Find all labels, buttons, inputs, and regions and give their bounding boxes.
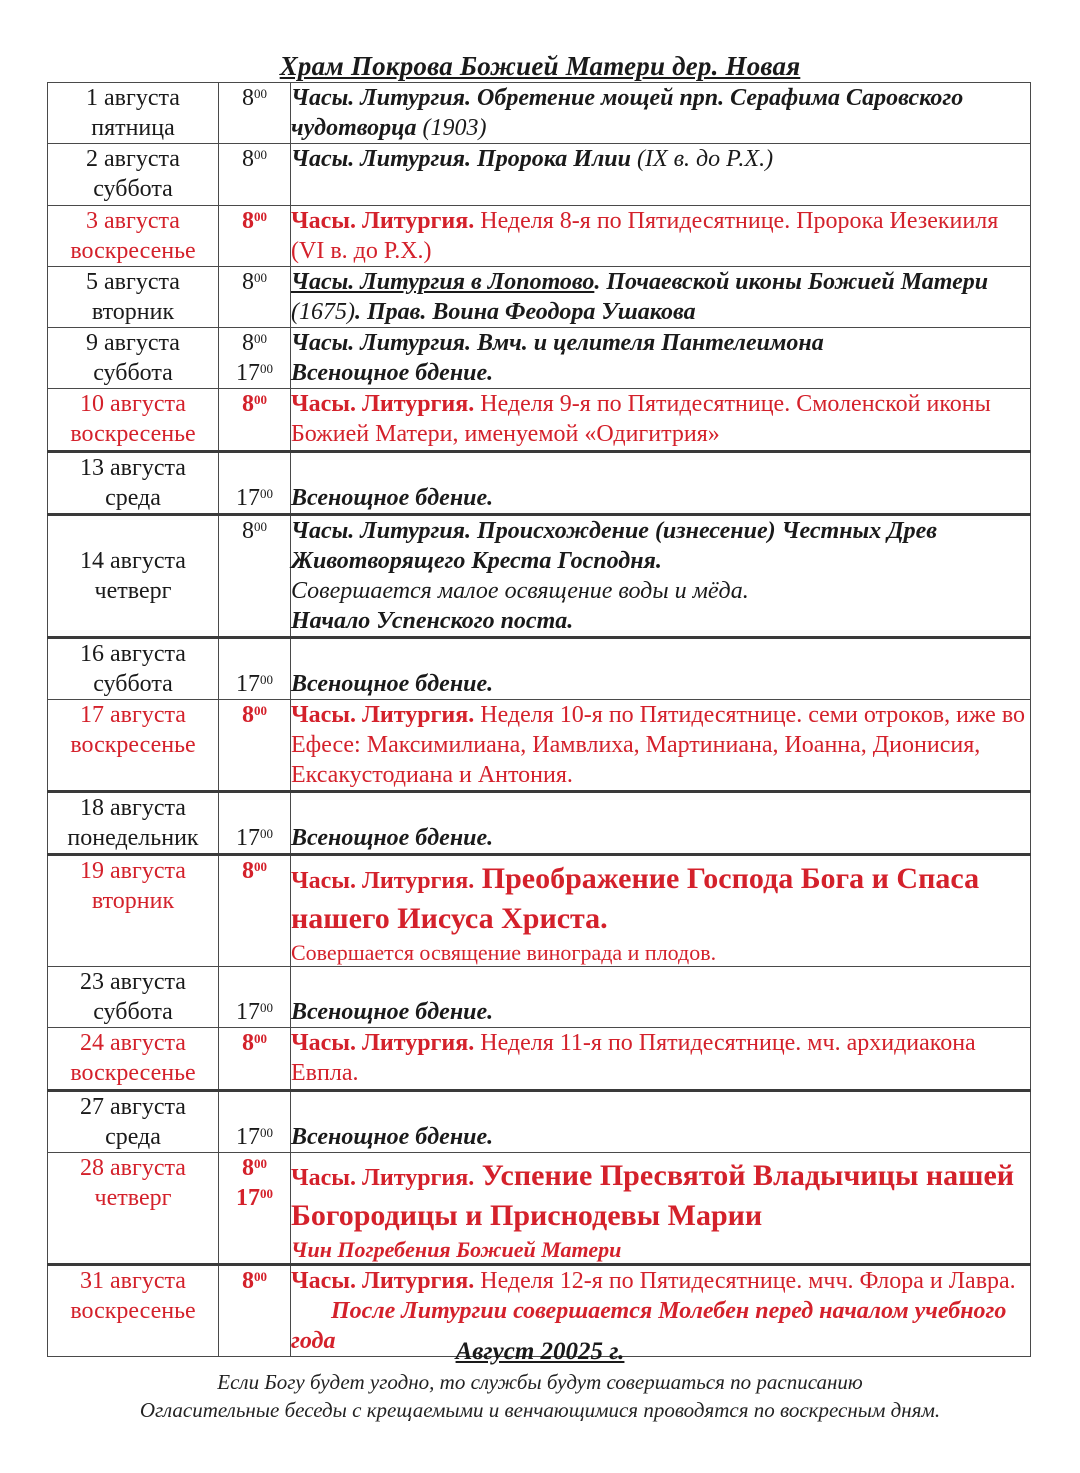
date: 3 августа xyxy=(86,208,180,234)
schedule-table xyxy=(47,82,1031,1357)
service-title: Часы. Литургия. xyxy=(291,1268,475,1294)
feast-title: Успение Пресвятой Владычицы нашей Богородицы и Приснодевы Марии xyxy=(291,1159,1015,1232)
schedule-row xyxy=(48,144,1031,206)
service-title: . Почаевской иконы Божией Матери xyxy=(594,269,989,295)
page-title: Храм Покрова Божией Матери дер. Новая xyxy=(279,51,801,81)
date: 10 августа xyxy=(80,391,186,417)
date-cell xyxy=(48,515,219,638)
time-cell xyxy=(219,638,291,700)
service-title: Часы. Литургия. Обретение мощей прп. Серафима Саровского чудотворца xyxy=(291,85,964,141)
time: $17^{00}$ xyxy=(236,671,273,697)
date: 1 августа xyxy=(86,85,180,111)
time-cell xyxy=(219,792,291,855)
service-description xyxy=(291,1091,1031,1153)
time: $17^{00}$ xyxy=(236,1185,273,1211)
time: $8^{00}$ xyxy=(242,85,267,111)
schedule-row-feast xyxy=(48,855,1031,967)
date: 2 августа xyxy=(86,146,180,172)
time-cell xyxy=(219,1153,291,1265)
weekday: четверг xyxy=(94,578,172,604)
service-title: Часы. Литургия. Вмч. и целителя Пантелеимона xyxy=(291,330,824,356)
weekday: суббота xyxy=(93,671,173,697)
time: $8^{00}$ xyxy=(242,269,267,295)
service-description xyxy=(291,452,1031,515)
service-description xyxy=(291,855,1031,967)
date: 13 августа xyxy=(80,455,186,481)
service-description xyxy=(291,83,1031,144)
weekday: воскресенье xyxy=(70,1298,196,1324)
service-title: Всенощное бдение. xyxy=(291,360,494,386)
time: $8^{00}$ xyxy=(242,208,267,234)
service-note: Совершается освящение винограда и плодов. xyxy=(291,940,717,965)
schedule-row xyxy=(48,967,1031,1028)
weekday: среда xyxy=(105,485,161,511)
date-cell xyxy=(48,1091,219,1153)
service-description xyxy=(291,700,1031,792)
time-cell xyxy=(219,700,291,792)
service-note: Неделя 8-я по Пятидесятнице. Пророка Иезекииля (VI в. до Р.Х.) xyxy=(291,208,999,264)
weekday: воскресенье xyxy=(70,1060,196,1086)
service-location: Часы. Литургия в Лопотово xyxy=(291,269,595,295)
time-cell xyxy=(219,328,291,389)
time-cell xyxy=(219,452,291,515)
service-description xyxy=(291,206,1031,267)
time-cell xyxy=(219,515,291,638)
schedule-row-sunday xyxy=(48,389,1031,452)
weekday: вторник xyxy=(91,299,175,325)
time: $8^{00}$ xyxy=(242,391,267,417)
time-cell xyxy=(219,83,291,144)
service-description xyxy=(291,638,1031,700)
date: 24 августа xyxy=(80,1030,186,1056)
date: 31 августа xyxy=(80,1268,186,1294)
time: $8^{00}$ xyxy=(242,146,267,172)
service-title: Часы. Литургия. Пророка Илии xyxy=(291,146,631,172)
time-cell xyxy=(219,967,291,1028)
service-note: После Литургии совершается Молебен перед началом учебного года xyxy=(291,1298,1007,1354)
service-description xyxy=(291,1153,1031,1265)
date-cell xyxy=(48,452,219,515)
time-cell xyxy=(219,144,291,206)
service-description xyxy=(291,144,1031,206)
date-cell xyxy=(48,144,219,206)
date-cell xyxy=(48,389,219,452)
weekday: среда xyxy=(105,1124,161,1150)
service-note: Неделя 9-я по Пятидесятнице. Смоленской иконы Божией Матери, именуемой «Одигитрия» xyxy=(291,391,991,447)
weekday: воскресенье xyxy=(70,421,196,447)
weekday: воскресенье xyxy=(70,238,196,264)
time: $8^{00}$ xyxy=(242,330,267,356)
time: $17^{00}$ xyxy=(236,360,273,386)
time: $8^{00}$ xyxy=(242,858,267,884)
schedule-row xyxy=(48,1091,1031,1153)
service-title: Всенощное бдение. xyxy=(291,999,494,1025)
time: $17^{00}$ xyxy=(236,1124,273,1150)
time-cell xyxy=(219,855,291,967)
service-extra: Неделя 12-я по Пятидесятнице. мчч. Флора и Лавра. xyxy=(474,1268,1016,1294)
time: $17^{00}$ xyxy=(236,999,273,1025)
service-title: Всенощное бдение. xyxy=(291,1124,494,1150)
service-note: Неделя 10-я по Пятидесятнице. семи отроков, иже во Ефесе: Максимилиана, Иамвлиха, Мартиниана, Иоанна, Дионисия, Ексакустодиана и Антония. xyxy=(291,702,1025,788)
weekday: четверг xyxy=(94,1185,172,1211)
date-cell xyxy=(48,1153,219,1265)
weekday: воскресенье xyxy=(70,732,196,758)
time: $17^{00}$ xyxy=(236,825,273,851)
date: 5 августа xyxy=(86,269,180,295)
date-cell xyxy=(48,267,219,328)
service-title: Всенощное бдение. xyxy=(291,825,494,851)
service-title: Часы. Литургия. Происхождение (изнесение) Честных Древ Животворящего Креста Господня. xyxy=(291,518,937,574)
date-cell xyxy=(48,206,219,267)
weekday: пятница xyxy=(91,115,175,141)
date: 19 августа xyxy=(80,858,186,884)
time: $8^{00}$ xyxy=(242,1155,267,1181)
weekday: суббота xyxy=(93,360,173,386)
weekday: суббота xyxy=(93,176,173,202)
time: $8^{00}$ xyxy=(242,702,267,728)
schedule-row xyxy=(48,267,1031,328)
time: $8^{00}$ xyxy=(242,1030,267,1056)
service-description xyxy=(291,328,1031,389)
date-cell xyxy=(48,638,219,700)
schedule-row xyxy=(48,638,1031,700)
weekday: понедельник xyxy=(67,825,199,851)
service-description xyxy=(291,792,1031,855)
service-title: Часы. Литургия. xyxy=(291,1165,475,1191)
schedule-row xyxy=(48,452,1031,515)
schedule-row xyxy=(48,328,1031,389)
date: 27 августа xyxy=(80,1094,186,1120)
service-title: Часы. Литургия. xyxy=(291,208,475,234)
schedule-row-sunday xyxy=(48,206,1031,267)
service-note: (IX в. до Р.Х.) xyxy=(630,146,774,172)
time-cell xyxy=(219,267,291,328)
date-cell xyxy=(48,792,219,855)
date: 17 августа xyxy=(80,702,186,728)
date: 23 августа xyxy=(80,969,186,995)
service-description xyxy=(291,389,1031,452)
schedule-row-feast xyxy=(48,1153,1031,1265)
service-description xyxy=(291,515,1031,638)
date-cell xyxy=(48,855,219,967)
schedule-row xyxy=(48,83,1031,144)
schedule-row xyxy=(48,792,1031,855)
feast-title: Преображение Господа Бога и Спаса нашего Иисуса Христа. xyxy=(291,862,980,935)
fast-note: Начало Успенского поста. xyxy=(291,608,574,634)
service-note: (1675) xyxy=(291,299,355,325)
date-cell xyxy=(48,700,219,792)
date-cell xyxy=(48,83,219,144)
date: 14 августа xyxy=(80,548,186,574)
footer-note-2: Огласительные беседы с крещаемыми и венчающимися проводятся по воскресным дням. xyxy=(139,1398,941,1422)
service-note: Неделя 11-я по Пятидесятнице. мч. архидиакона Евпла. xyxy=(291,1030,976,1086)
schedule-row-sunday xyxy=(48,700,1031,792)
date: 18 августа xyxy=(80,795,186,821)
footer-note-1: Если Богу будет угодно, то службы будут совершаться по расписанию xyxy=(217,1370,863,1394)
service-title: Часы. Литургия. xyxy=(291,1030,475,1056)
service-description xyxy=(291,267,1031,328)
weekday: вторник xyxy=(91,888,175,914)
date-cell xyxy=(48,1028,219,1091)
service-title: Всенощное бдение. xyxy=(291,485,494,511)
service-description xyxy=(291,1028,1031,1091)
service-note: (1903) xyxy=(416,115,487,141)
service-note: Совершается малое освящение воды и мёда. xyxy=(291,578,749,604)
date: 16 августа xyxy=(80,641,186,667)
time: $17^{00}$ xyxy=(236,485,273,511)
service-title: Часы. Литургия. xyxy=(291,702,475,728)
date: 28 августа xyxy=(80,1155,186,1181)
service-title: Всенощное бдение. xyxy=(291,671,494,697)
date-cell xyxy=(48,967,219,1028)
service-title: Часы. Литургия. xyxy=(291,391,475,417)
time: $8^{00}$ xyxy=(242,1268,267,1294)
schedule-row-sunday xyxy=(48,1028,1031,1091)
time-cell xyxy=(219,389,291,452)
service-note: Чин Погребения Божией Матери xyxy=(291,1237,622,1262)
time-cell xyxy=(219,206,291,267)
date: 9 августа xyxy=(86,330,180,356)
schedule-row xyxy=(48,515,1031,638)
footer-month: Август 20025 г. xyxy=(455,1338,625,1365)
time-cell xyxy=(219,1028,291,1091)
service-description xyxy=(291,967,1031,1028)
service-title: Часы. Литургия. xyxy=(291,868,475,894)
time-cell xyxy=(219,1091,291,1153)
weekday: суббота xyxy=(93,999,173,1025)
service-title-tail: . Прав. Воина Феодора Ушакова xyxy=(354,299,696,325)
date-cell xyxy=(48,328,219,389)
time: $8^{00}$ xyxy=(242,518,267,544)
